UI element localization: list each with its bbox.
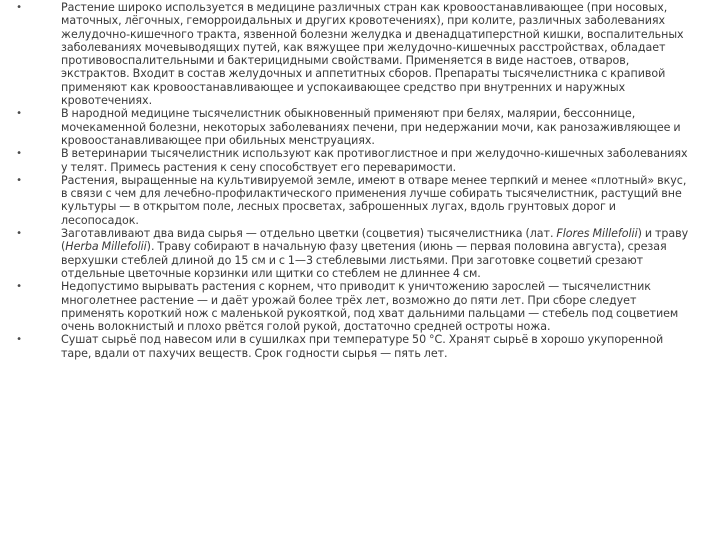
bullet-icon: • xyxy=(16,148,22,160)
paragraph-text: Сушат сырьё под навесом или в сушилках при температуре 50 °С. Хранят сырьё в хорошо укупоренной таре, вдали от пахучих веществ. Срок годности сырья — пять лет. xyxy=(61,333,664,360)
paragraph-text: ). Траву собирают в начальную фазу цветения (июнь — первая половина августа), срезая верхушки стеблей длиной до 15 см и с 1—3 стеблевыми листьями. При заготовке соцветий срезают отдельные цветочные корзинки или щитки со стеблем не длиннее 4 см. xyxy=(61,240,667,280)
list-item xyxy=(0,107,720,147)
list-item xyxy=(0,174,720,227)
latin-term-herba: Herba Millefolii xyxy=(65,240,147,254)
paragraph-text: ) и траву ( xyxy=(61,227,689,254)
paragraph-text: Недопустимо вырывать растения с корнем, что приводит к уничтожению зарослей — тысячелистник многолетнее растение — и даёт урожай более трёх лет, возможно до пяти лет. При сборе следует применять короткий нож с маленькой рукояткой, под хват дальними пальцами — стебель под соцветием очень волокнистый и плохо рвётся голой рукой, достаточно средней остроты ножа. xyxy=(61,280,679,334)
bullet-icon: • xyxy=(16,108,22,120)
bullet-icon: • xyxy=(16,228,22,240)
bullet-icon: • xyxy=(16,334,22,346)
paragraph-text: В ветеринарии тысячелистник используют как противоглистное и при желудочно-кишечных заболеваниях у телят. Примесь растения к сену способствует его переваримости. xyxy=(61,147,688,174)
list-item xyxy=(0,1,720,107)
bullet-icon: • xyxy=(16,2,22,13)
list-item xyxy=(0,227,720,280)
paragraph-text: Растение широко используется в медицине различных стран как кровоостанавливающее (при носовых, маточных, лёгочных, геморроидальных и других кровотечениях), при колите, различных заболеваниях желудочно-кишечного тракта, язвенной болезни желудка и двенадцатиперстной кишки, воспалительных заболеваниях мочевыводящих путей, как вяжущее при желудочно-кишечных расстройствах, обладает противовоспалительными и бактерицидными свойствами. Применяется в виде настоев, отваров, экстрактов. Входит в состав желудочных и аппетитных сборов. Препараты тысячелистника с крапивой применяют как кровоостанавливающее и успокаивающее средство при внутренних и наружных кровотечениях. xyxy=(61,1,684,108)
bullet-icon: • xyxy=(16,174,22,186)
list-item xyxy=(0,147,720,174)
bullet-list xyxy=(0,1,720,360)
list-item xyxy=(0,280,720,333)
latin-term-flores: Flores Millefolii xyxy=(556,227,638,241)
list-item xyxy=(0,333,720,360)
bullet-icon: • xyxy=(16,281,22,293)
paragraph-text: Растения, выращенные на культивируемой земле, имеют в отваре менее терпкий и менее «плотный» вкус, в связи с чем для лечебно-профилактического применения лучше собирать тысячелистник, растущий вне культуры — в открытом поле, лесных просветах, заброшенных лугах, вдоль грунтовых дорог и лесопосадок. xyxy=(61,173,687,227)
paragraph-text: В народной медицине тысячелистник обыкновенный применяют при белях, малярии, бессоннице, мочекаменной болезни, некоторых заболеваниях печени, при недержании мочи, как ранозаживляющее и кровоостанавливающее при обильных менструациях. xyxy=(61,107,681,147)
paragraph-text: Заготавливают два вида сырья — отдельно цветки (соцветия) тысячелистника (лат. xyxy=(61,227,557,241)
